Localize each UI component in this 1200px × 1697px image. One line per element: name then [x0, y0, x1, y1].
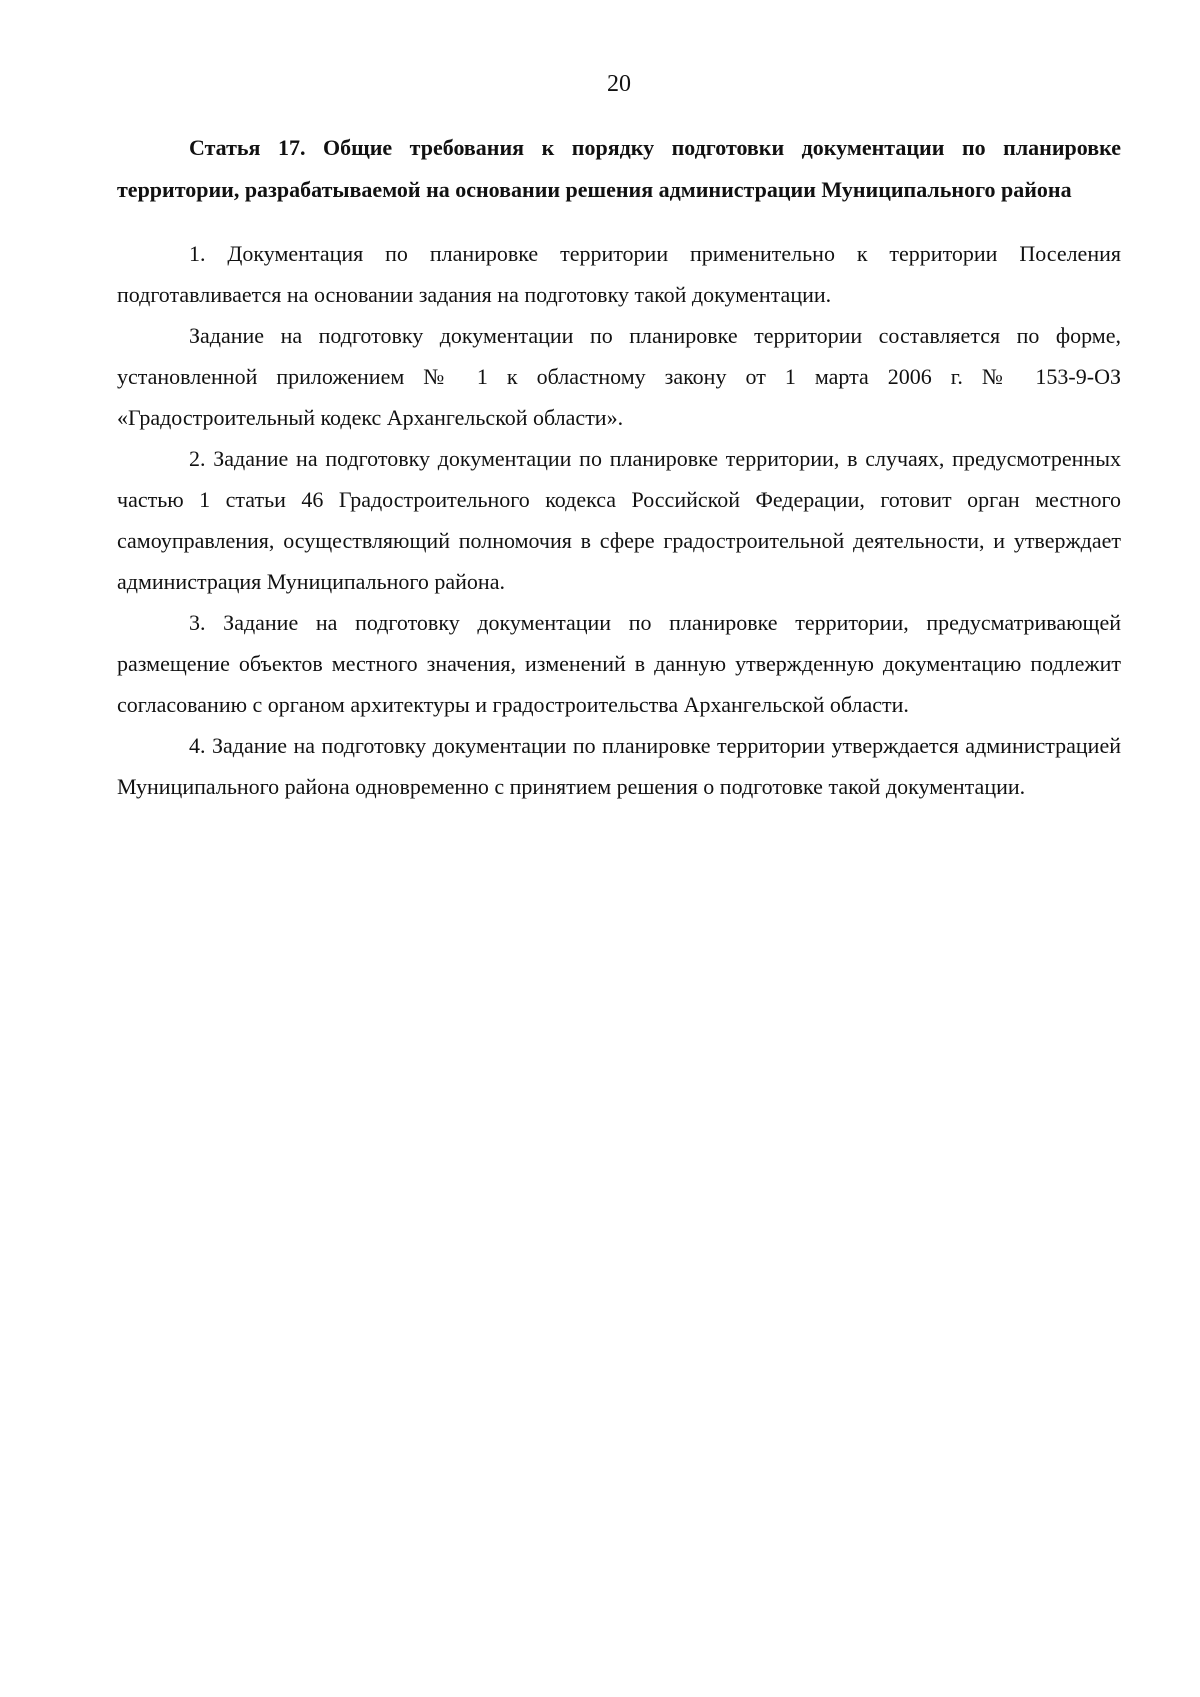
- paragraph-5: 4. Задание на подготовку документации по планировке территории утверждается администрацией Муниципального района одновременно с принятием решения о подготовке такой документации.: [117, 733, 1121, 799]
- paragraph-3: 2. Задание на подготовку документации по планировке территории, в случаях, предусмотренных частью 1 статьи 46 Градостроительного кодекса Российской Федерации, готовит орган местного самоуправления, осуществляющий полномочия в сфере градостроительной деятельности, и утверждает администрация Муниципального района.: [117, 446, 1121, 594]
- paragraph-4: 3. Задание на подготовку документации по планировке территории, предусматривающей размещение объектов местного значения, изменений в данную утвержденную документацию подлежит согласованию с органом архитектуры и градостроительства Архангельской области.: [117, 610, 1121, 717]
- paragraph-2: Задание на подготовку документации по планировке территории составляется по форме, установленной приложением № 1 к областному закону от 1 марта 2006 г. № 153-9-ОЗ «Градостроительный кодекс Архангельской области».: [117, 323, 1121, 430]
- paragraph-1: 1. Документация по планировке территории применительно к территории Поселения подготавливается на основании задания на подготовку такой документации.: [117, 241, 1121, 307]
- article-title: Статья 17. Общие требования к порядку подготовки документации по планировке территории, разрабатываемой на основании решения администрации Муниципального района: [117, 135, 1121, 202]
- page-number: 20: [607, 71, 631, 97]
- article-body: [117, 233, 1121, 807]
- article-content: [117, 127, 1121, 807]
